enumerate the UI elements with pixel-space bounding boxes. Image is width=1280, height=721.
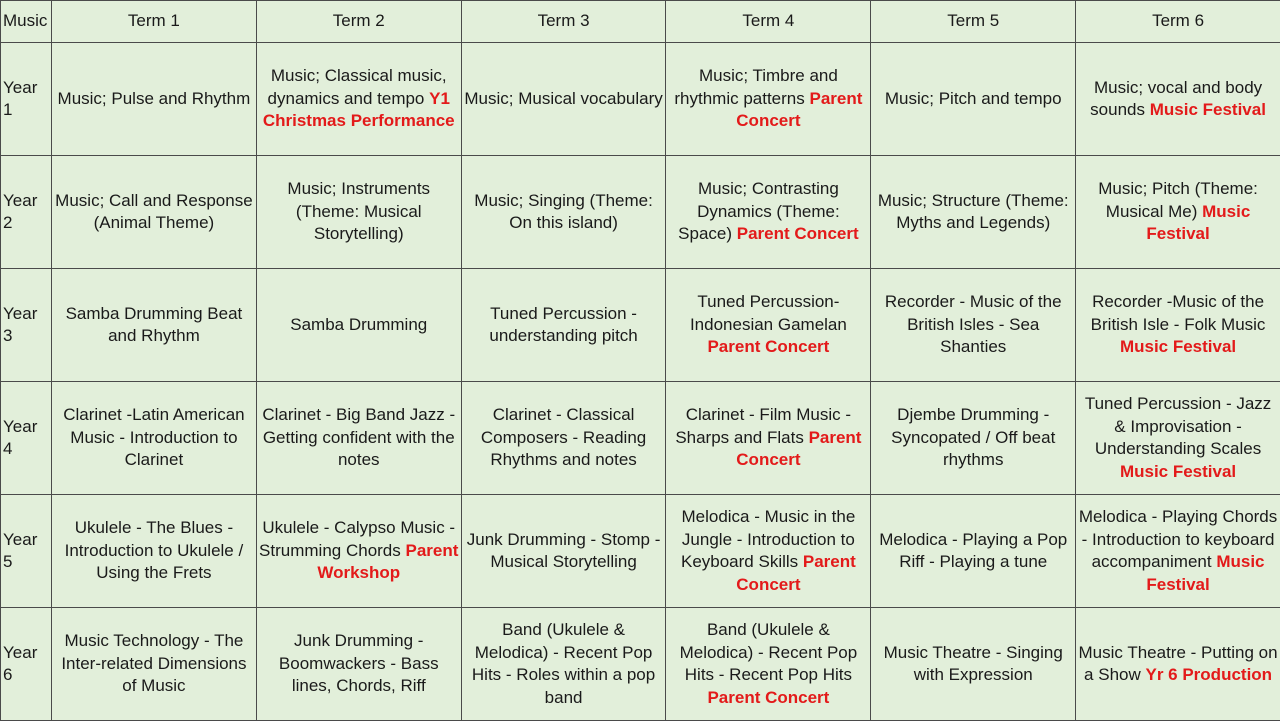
topic-cell xyxy=(1076,269,1280,382)
topic-text: Melodica - Music in the Jungle - Introduction to Keyboard Skills xyxy=(681,507,855,571)
topic-text: Melodica - Playing a Pop Riff - Playing a tune xyxy=(879,530,1067,572)
topic-text: Music Technology - The Inter-related Dimensions of Music xyxy=(61,631,246,695)
topic-cell xyxy=(666,382,871,495)
term-header: Term 1 xyxy=(52,1,257,43)
topic-cell xyxy=(461,608,666,721)
topic-cell xyxy=(256,156,461,269)
topic-cell xyxy=(256,269,461,382)
topic-text: Music; Call and Response (Animal Theme) xyxy=(55,191,252,233)
year-label: Year 3 xyxy=(1,269,52,382)
event-highlight: Parent Concert xyxy=(707,337,829,356)
event-highlight: Parent Workshop xyxy=(317,541,458,583)
topic-cell xyxy=(461,382,666,495)
year-row xyxy=(1,382,1280,495)
topic-text: Music; Timbre and rhythmic patterns xyxy=(674,66,837,108)
topic-cell xyxy=(461,495,666,608)
event-highlight: Y1 Christmas Performance xyxy=(263,89,455,131)
topic-text: Band (Ukulele & Melodica) - Recent Pop Hits - Roles within a pop band xyxy=(472,620,655,707)
topic-text: Music; Musical vocabulary xyxy=(464,89,662,108)
topic-text: Music Theatre - Putting on a Show xyxy=(1079,643,1278,685)
year-row xyxy=(1,269,1280,382)
term-header: Term 3 xyxy=(461,1,666,43)
topic-cell xyxy=(1076,382,1280,495)
year-label: Year 6 xyxy=(1,608,52,721)
event-highlight: Parent Concert xyxy=(737,224,859,243)
topic-text: Ukulele - Calypso Music - Strumming Chords xyxy=(259,518,455,560)
topic-text: Samba Drumming xyxy=(290,315,427,334)
topic-cell xyxy=(871,43,1076,156)
topic-cell xyxy=(871,269,1076,382)
event-highlight: Parent Concert xyxy=(707,688,829,707)
year-label: Year 5 xyxy=(1,495,52,608)
topic-cell xyxy=(1076,608,1280,721)
header-row xyxy=(1,1,1280,43)
topic-cell xyxy=(1076,156,1280,269)
year-row xyxy=(1,43,1280,156)
topic-text: Clarinet - Film Music - Sharps and Flats xyxy=(675,405,851,447)
topic-text: Clarinet -Latin American Music - Introduction to Clarinet xyxy=(63,405,244,469)
topic-text: Melodica - Playing Chords - Introduction to keyboard accompaniment xyxy=(1079,507,1277,571)
topic-text: Music; Pitch (Theme: Musical Me) xyxy=(1098,179,1258,221)
topic-text: Samba Drumming Beat and Rhythm xyxy=(66,304,243,346)
year-label: Year 1 xyxy=(1,43,52,156)
topic-cell xyxy=(52,156,257,269)
event-highlight: Yr 6 Production xyxy=(1145,665,1272,684)
topic-cell xyxy=(256,495,461,608)
event-highlight: Parent Concert xyxy=(736,89,862,131)
topic-text: Tuned Percussion- Indonesian Gamelan xyxy=(690,292,847,334)
topic-text: Clarinet - Classical Composers - Reading Rhythms and notes xyxy=(481,405,646,469)
topic-text: Music; Structure (Theme: Myths and Legends) xyxy=(878,191,1069,233)
term-header: Term 6 xyxy=(1076,1,1280,43)
topic-cell xyxy=(871,156,1076,269)
topic-text: Music; Classical music, dynamics and tempo xyxy=(268,66,447,108)
corner-label: Music xyxy=(1,1,52,43)
topic-cell xyxy=(52,382,257,495)
topic-text: Music; Pitch and tempo xyxy=(885,89,1062,108)
topic-cell xyxy=(461,269,666,382)
topic-cell xyxy=(256,608,461,721)
event-highlight: Music Festival xyxy=(1146,202,1250,244)
topic-text: Music; Instruments (Theme: Musical Storytelling) xyxy=(287,179,430,243)
topic-text: Ukulele - The Blues - Introduction to Ukulele / Using the Frets xyxy=(65,518,244,582)
topic-cell xyxy=(256,382,461,495)
topic-text: Junk Drumming - Stomp - Musical Storytelling xyxy=(467,530,661,572)
event-highlight: Music Festival xyxy=(1120,462,1236,481)
term-header: Term 4 xyxy=(666,1,871,43)
topic-text: Clarinet - Big Band Jazz - Getting confident with the notes xyxy=(262,405,455,469)
topic-text: Recorder -Music of the British Isle - Folk Music xyxy=(1091,292,1266,334)
year-row xyxy=(1,608,1280,721)
event-highlight: Music Festival xyxy=(1146,552,1264,594)
topic-cell xyxy=(461,43,666,156)
topic-text: Music Theatre - Singing with Expression xyxy=(884,643,1063,685)
topic-cell xyxy=(52,269,257,382)
topic-text: Band (Ukulele & Melodica) - Recent Pop Hits - Recent Pop Hits xyxy=(680,620,858,684)
topic-text: Recorder - Music of the British Isles - Sea Shanties xyxy=(885,292,1062,356)
event-highlight: Music Festival xyxy=(1150,100,1266,119)
topic-cell xyxy=(1076,495,1280,608)
topic-text: Junk Drumming - Boomwackers - Bass lines, Chords, Riff xyxy=(279,631,439,695)
year-label: Year 4 xyxy=(1,382,52,495)
event-highlight: Parent Concert xyxy=(736,552,856,594)
year-label: Year 2 xyxy=(1,156,52,269)
topic-cell xyxy=(666,156,871,269)
topic-cell xyxy=(871,608,1076,721)
year-row xyxy=(1,495,1280,608)
topic-cell xyxy=(666,495,871,608)
term-header: Term 2 xyxy=(256,1,461,43)
event-highlight: Parent Concert xyxy=(736,428,861,470)
topic-text: Music; Pulse and Rhythm xyxy=(58,89,251,108)
event-highlight: Music Festival xyxy=(1120,337,1236,356)
topic-cell xyxy=(461,156,666,269)
year-row xyxy=(1,156,1280,269)
topic-text: Tuned Percussion - understanding pitch xyxy=(489,304,637,346)
topic-cell xyxy=(256,43,461,156)
topic-cell xyxy=(871,495,1076,608)
topic-cell xyxy=(666,608,871,721)
topic-cell xyxy=(871,382,1076,495)
topic-cell xyxy=(52,495,257,608)
topic-text: Music; Contrasting Dynamics (Theme: Space) xyxy=(678,179,840,243)
topic-text: Djembe Drumming - Syncopated / Off beat rhythms xyxy=(891,405,1055,469)
topic-text: Music; Singing (Theme: On this island) xyxy=(474,191,653,233)
topic-text: Music; vocal and body sounds xyxy=(1090,78,1262,120)
topic-cell xyxy=(666,43,871,156)
topic-cell xyxy=(666,269,871,382)
term-header: Term 5 xyxy=(871,1,1076,43)
topic-cell xyxy=(1076,43,1280,156)
topic-cell xyxy=(52,608,257,721)
topic-cell xyxy=(52,43,257,156)
topic-text: Tuned Percussion - Jazz & Improvisation - Understanding Scales xyxy=(1085,394,1271,458)
